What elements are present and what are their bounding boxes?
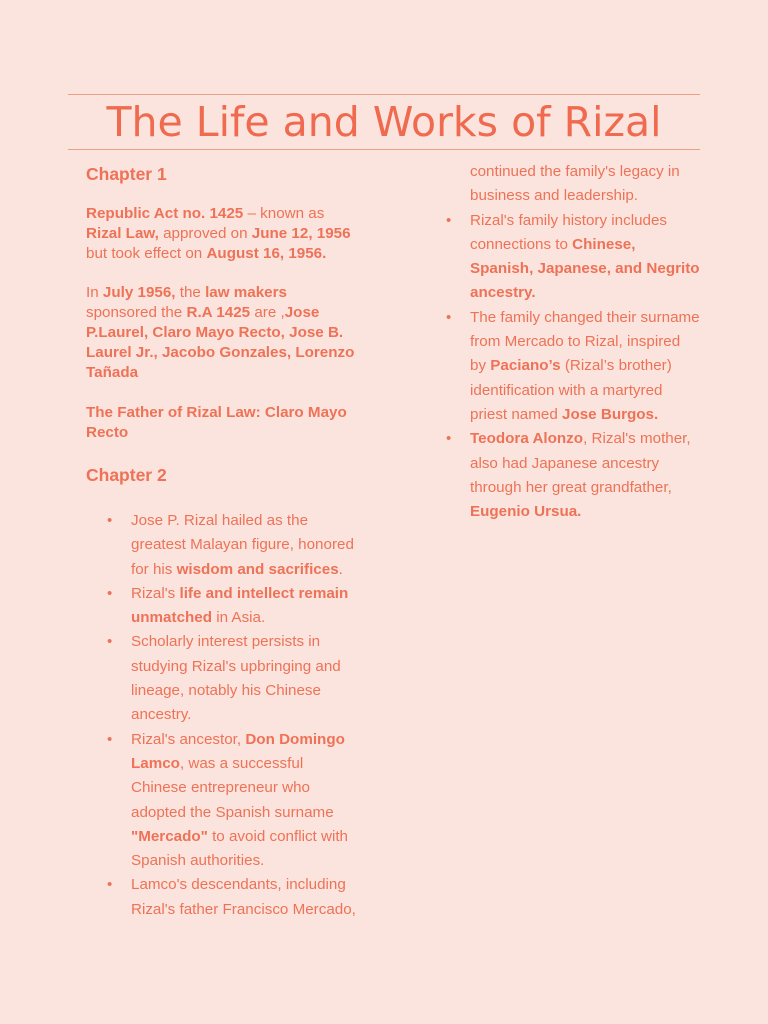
text: Lamco's descendants, including Rizal's father Francisco Mercado,	[131, 876, 356, 918]
chapter-1-paragraph-ra1425	[86, 204, 361, 264]
law-name: Rizal Law,	[86, 225, 159, 242]
ra-short: R.A 1425	[186, 304, 251, 321]
chapter-2-bullet-list-continued	[448, 209, 700, 525]
highlight: Eugenio Ursua.	[470, 503, 582, 521]
highlight: "Mercado"	[131, 827, 208, 845]
text: , was a successful Chinese entrepreneur who adopted the Spanish surname	[131, 754, 334, 821]
title-rule-top	[68, 94, 700, 95]
highlight: Teodora Alonzo	[470, 430, 584, 448]
text: the	[175, 284, 206, 301]
text: sponsored the	[86, 304, 187, 321]
highlight: Don Domingo Lamco	[131, 730, 345, 772]
text: Jose P. Rizal hailed as the greatest Malayan figure, honored for his	[131, 512, 354, 578]
title-rule-bottom	[68, 149, 700, 150]
father-of-law-text: The Father of Rizal Law: Claro Mayo Recto	[86, 404, 347, 441]
list-item	[86, 630, 361, 727]
text: (Rizal’s brother) identification with a martyred priest named	[470, 357, 672, 423]
list-item	[86, 728, 361, 874]
list-item	[86, 509, 361, 582]
text: in Asia.	[212, 609, 266, 627]
page-title: The Life and Works of Rizal	[106, 98, 662, 146]
sponsor-names: Jose P.Laurel, Claro Mayo Recto, Jose B. Laurel Jr., Jacobo Gonzales, Lorenzo Tañada	[86, 304, 355, 381]
text: Rizal's ancestor,	[131, 730, 246, 748]
ra-number: Republic Act no. 1425	[86, 205, 244, 222]
list-item	[448, 427, 700, 524]
text: .	[338, 560, 343, 578]
left-column	[86, 160, 361, 922]
highlight: life and intellect remain unmatched	[131, 584, 349, 627]
text: Rizal's family history includes connections to	[470, 211, 668, 253]
text: The family changed their surname from Mercado to Rizal, inspired by	[470, 308, 700, 375]
law-makers: law makers	[205, 284, 287, 301]
chapter-2-bullet-list	[86, 509, 361, 922]
chapter-1-paragraph-sponsors	[86, 283, 361, 383]
text: Rizal's	[131, 584, 180, 602]
chapter-1-heading: Chapter 1	[86, 164, 167, 184]
list-item	[86, 582, 361, 631]
text: but took effect on	[86, 245, 207, 262]
highlight: Paciano’s	[490, 357, 561, 375]
text: approved on	[158, 225, 252, 242]
list-item	[448, 306, 700, 427]
highlight: wisdom and sacrifices	[176, 560, 339, 578]
chapter-1-father-of-law	[86, 403, 361, 443]
highlight: Jose Burgos.	[562, 405, 659, 423]
list-item	[448, 209, 700, 306]
text: are ,	[250, 304, 285, 321]
text: – known as	[243, 205, 325, 222]
bullet-continuation: continued the family's legacy in business and leadership.	[470, 163, 680, 205]
list-item	[86, 873, 361, 922]
approval-date: June 12, 1956	[251, 225, 351, 242]
text: to avoid conflict with Spanish authorities.	[131, 827, 348, 870]
text: In	[86, 284, 103, 301]
chapter-2-heading: Chapter 2	[86, 465, 167, 485]
text: Scholarly interest persists in studying Rizal's upbringing and lineage, notably his Chinese ancestry.	[131, 633, 341, 724]
text: , Rizal's mother, also had Japanese ancestry through her great grandfather,	[470, 430, 691, 496]
sponsor-date: July 1956,	[102, 284, 176, 301]
effect-date: August 16, 1956.	[206, 245, 327, 262]
highlight: Chinese, Spanish, Japanese, and Negrito ancestry.	[470, 235, 700, 302]
right-column	[448, 160, 700, 524]
